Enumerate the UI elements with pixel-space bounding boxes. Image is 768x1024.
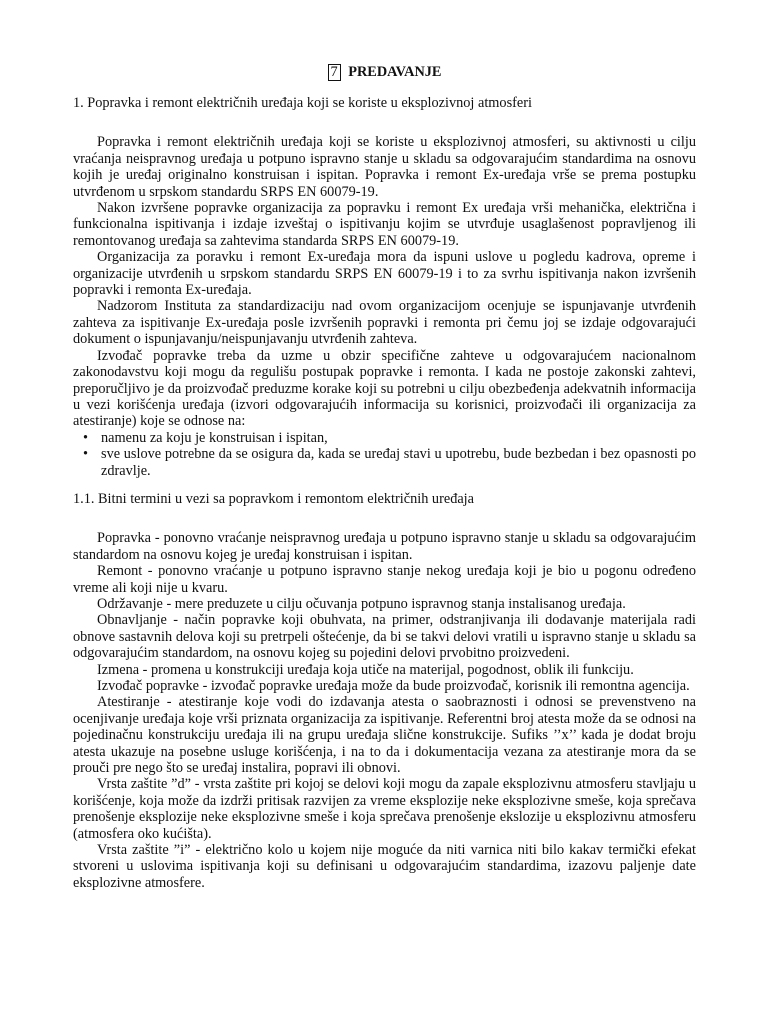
chapter-title: PREDAVANJE bbox=[348, 64, 442, 80]
list-item bbox=[83, 429, 696, 446]
bullet-list bbox=[73, 430, 696, 479]
paragraph: Izvođač popravke treba da uzme u obzir specifične zahteve u odgovarajućem nacionalnom zakonodavstvu koji mogu da regulišu postupak popravke i remonta. I kada ne postoje zakonski zahtevi, preporučljivo je da proizvođač preduzme korake koji su potrebni u cilju obezbeđenja adekvatnih informacija u vezi korišćenja uređaja (izvori odgovarajućih informacija su korisnici, proizvođači ili organizacija za atestiranje) koje se odnose na: bbox=[73, 347, 696, 430]
term-definition: Izmena - promena u konstrukciji uređaja koja utiče na materijal, pogodnost, oblik ili funkciju. bbox=[97, 661, 634, 678]
paragraph: Popravka i remont električnih uređaja koji se koriste u eksplozivnoj atmosferi, su aktivnosti u cilju vraćanja neispravnog uređaja u potpuno ispravno stanje u skladu sa odgovarajućim standardima na osnovu kojih je uređaj originalno konstruisan i ispitan. Popravka i remont Ex-uređaja vrše se prema postupku utvrđenom u srpskom standardu SRPS EN 60079-19. bbox=[73, 134, 696, 200]
paragraph: Nadzorom Instituta za standardizaciju nad ovom organizacijom ocenjuje se ispunjavanje utvrđenih zahteva za ispitivanje Ex-uređaja posle izvršenih popravki i remonta pri čemu joj se izdaje odgovarajući dokument o ispunjavanju/neispunjavanju utvrđenih zahteva. bbox=[73, 298, 696, 348]
chapter-number-box: 7 bbox=[328, 64, 341, 81]
term-definition: Održavanje - mere preduzete u cilju očuvanja potpuno ispravnog stanja instalisanog uređaja. bbox=[97, 595, 626, 612]
term-definition: Popravka - ponovno vraćanje neispravnog uređaja u potpuno ispravno stanje u skladu sa odgovarajućim standardom na osnovu kojeg je uređaj konstruisan i ispitan. bbox=[73, 530, 696, 563]
section-heading: 1. Popravka i remont električnih uređaja koji se koriste u eksplozivnoj atmosferi bbox=[73, 95, 532, 111]
page-title bbox=[73, 64, 696, 81]
term-definition: Remont - ponovno vraćanje u potpuno ispravno stanje nekog uređaja koji je bio u pogonu određeno vreme ali koji nije u kvaru. bbox=[73, 563, 696, 596]
term-definition: Izvođač popravke - izvođač popravke uređaja može da bude proizvođač, korisnik ili remontna agencija. bbox=[97, 678, 690, 694]
bullet-icon: • bbox=[83, 429, 89, 446]
list-item-text: sve uslove potrebne da se osigura da, kada se uređaj stavi u upotrebu, bude bezbedan i bez opasnosti po zdravlje. bbox=[101, 446, 696, 479]
document-page bbox=[73, 64, 696, 891]
term-definition: Vrsta zaštite ”i” - električno kolo u kojem nije moguće da niti varnica niti bilo kakav termički efekat stvoreni u uslovima ispitivanja koji su definisani u odgovarajućim standardima, izazovu paljenje date eksplozivne atmosfere. bbox=[73, 842, 696, 891]
list-item bbox=[83, 446, 696, 479]
bullet-icon: • bbox=[83, 446, 89, 463]
paragraph: Organizacija za poravku i remont Ex-uređaja mora da ispuni uslove u pogledu kadrova, opreme i organizacije utvrđenih u srpskom standardu SRPS EN 60079-19 i to za svrhu ispitivanja nakon izvršenih popravki i remonta Ex-uređaja. bbox=[73, 249, 696, 299]
term-definition: Vrsta zaštite ”d” - vrsta zaštite pri kojoj se delovi koji mogu da zapale eksplozivnu atmosferu stavljaju u korišćenje, koja može da izdrži pritisak razvijen za vreme eksplozije neke eksplozivne smeše, koja sprečava prenošenje eksplozije neke eksplozivne smeše i koja sprečava prenošenje ekslozije u eksplozivnu atmosferu (atmosfera oko kućišta). bbox=[73, 776, 696, 842]
term-definition: Obnavljanje - način popravke koji obuhvata, na primer, odstranjivanja ili dodavanje materijala radi obnove sastavnih delova koji su pretrpeli oštećenje, da bi se takvi delovi vratili u ispravno stanje u skladu sa odgovarajućim standardom, na osnovu kojeg su pojedini delovi prvobitno proizvedeni. bbox=[73, 612, 696, 662]
list-item-text: namenu za koju je konstruisan i ispitan, bbox=[101, 429, 328, 446]
term-definition: Atestiranje - atestiranje koje vodi do izdavanja atesta o saobraznosti i odnosi se prevenstveno na ocenjivanje uređaja koje vrši priznata organizacija za ispitivanje. Referentni broj atesta može da se odnosi na pojedinačnu konstrukciju uređaja ili na grupu uređaja slične konstrukcije. Sufiks ’’x’’ kada je dodat broju atesta ukazuje na posebne usluge korišćenja, i na to da i dokumentacija vezana za atestiranje mora da se prouči pre nego što se uređaj instalira, popravi ili obnovi. bbox=[73, 694, 696, 777]
paragraph: Nakon izvršene popravke organizacija za popravku i remont Ex uređaja vrši mehanička, električna i funkcionalna ispitivanja i izdaje izveštaj o ispitivanju kojim se utvrđuje usaglašenost popravljenog ili remontovanog uređaja sa zahtevima standarda SRPS EN 60079-19. bbox=[73, 200, 696, 249]
subsection-heading: 1.1. Bitni termini u vezi sa popravkom i remontom električnih uređaja bbox=[73, 490, 475, 507]
